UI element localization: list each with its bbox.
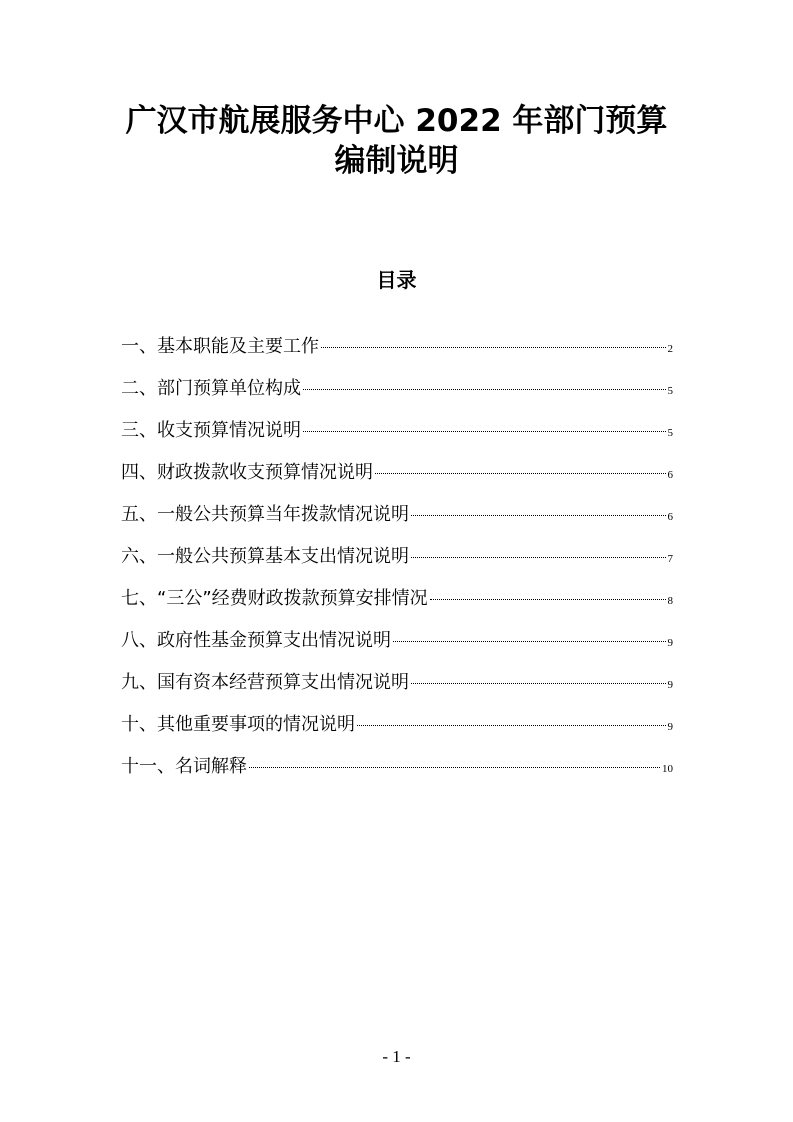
toc-entry-label: 二、部门预算单位构成: [121, 378, 301, 399]
document-title-line2: 编制说明: [334, 143, 459, 179]
toc-dot-leader: [393, 641, 666, 642]
toc-entry-5[interactable]: [121, 501, 673, 543]
toc-entry-page: 9: [667, 679, 673, 691]
toc-entry-page: 10: [662, 763, 673, 775]
toc-entry-10[interactable]: [121, 711, 673, 753]
toc-entry-4[interactable]: [121, 459, 673, 501]
toc-entry-page: 6: [667, 469, 673, 481]
toc-entry-6[interactable]: [121, 543, 673, 585]
toc-dot-leader: [375, 473, 666, 474]
toc-entry-2[interactable]: [121, 375, 673, 417]
toc-entry-page: 7: [667, 553, 673, 565]
toc-entry-page: 2: [667, 343, 673, 355]
toc-entry-page: 8: [667, 595, 673, 607]
toc-entry-page: 9: [667, 637, 673, 649]
toc-entry-page: 9: [667, 721, 673, 733]
toc-dot-leader: [303, 431, 666, 432]
table-of-contents: [121, 333, 673, 795]
page-number: - 1 -: [382, 1047, 411, 1066]
toc-entry-label: 七、“三公”经费财政拨款预算安排情况: [121, 588, 428, 609]
toc-entry-label: 五、一般公共预算当年拨款情况说明: [121, 504, 409, 525]
toc-entry-7[interactable]: [121, 585, 673, 627]
toc-entry-label: 十、其他重要事项的情况说明: [121, 714, 355, 735]
toc-entry-label: 一、基本职能及主要工作: [121, 336, 319, 357]
toc-entry-label: 三、收支预算情况说明: [121, 420, 301, 441]
toc-entry-page: 5: [667, 385, 673, 397]
document-title-line1: 广汉市航展服务中心 2022 年部门预算: [125, 103, 668, 139]
toc-entry-label: 十一、名词解释: [121, 756, 247, 777]
toc-heading: 目录: [376, 268, 417, 292]
toc-dot-leader: [357, 725, 666, 726]
toc-entry-label: 六、一般公共预算基本支出情况说明: [121, 546, 409, 567]
toc-dot-leader: [303, 389, 666, 390]
toc-entry-label: 九、国有资本经营预算支出情况说明: [121, 672, 409, 693]
toc-entry-3[interactable]: [121, 417, 673, 459]
toc-dot-leader: [249, 767, 660, 768]
toc-entry-page: 6: [667, 511, 673, 523]
toc-dot-leader: [411, 515, 666, 516]
toc-dot-leader: [411, 683, 666, 684]
toc-entry-label: 四、财政拨款收支预算情况说明: [121, 462, 373, 483]
toc-dot-leader: [430, 599, 666, 600]
toc-dot-leader: [411, 557, 666, 558]
toc-entry-11[interactable]: [121, 753, 673, 795]
toc-entry-1[interactable]: [121, 333, 673, 375]
toc-entry-8[interactable]: [121, 627, 673, 669]
toc-entry-label: 八、政府性基金预算支出情况说明: [121, 630, 391, 651]
toc-entry-9[interactable]: [121, 669, 673, 711]
toc-dot-leader: [321, 347, 666, 348]
toc-entry-page: 5: [667, 427, 673, 439]
